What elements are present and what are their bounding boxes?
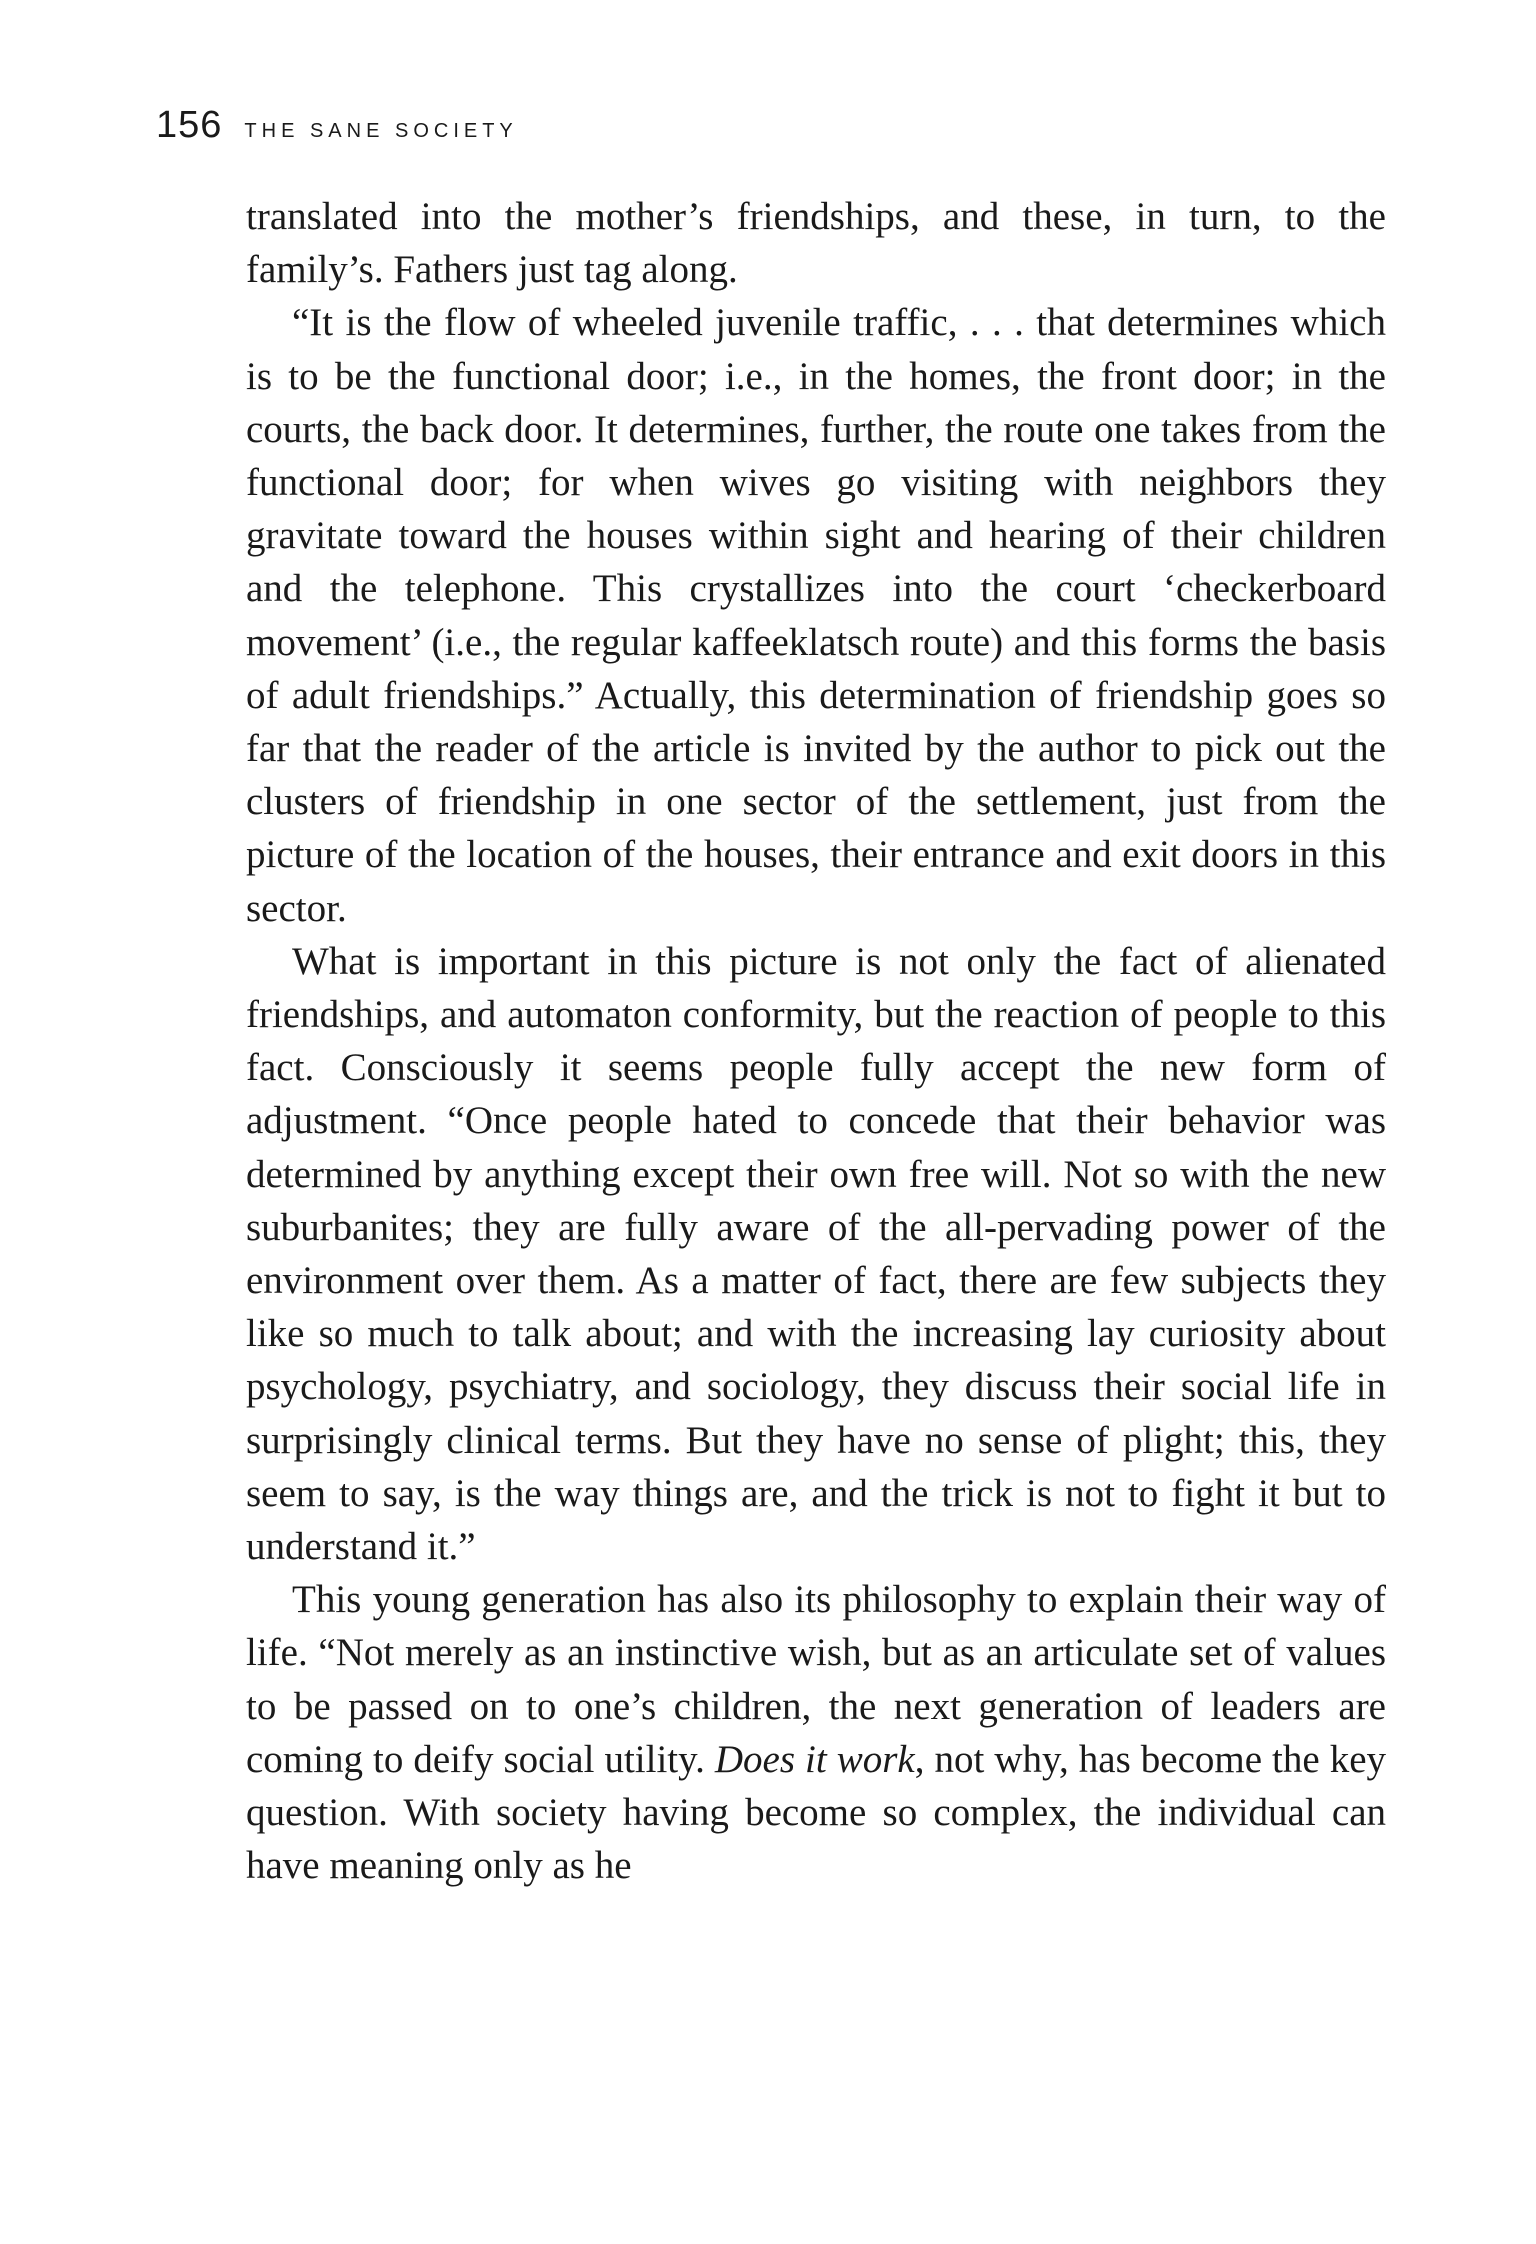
paragraph-reaction: What is important in this picture is not only the fact of alienated friendships, and automaton conformity, but the reaction of people to this fact. Consciously it seems people fully accept the new form of adjustment. “Once people hated to concede that their behavior was determined by anything except their own free will. Not so with the new suburbanites; they are fully aware of the all-pervading power of the environment over them. As a matter of fact, there are few subjects they like so much to talk about; and with the increasing lay curiosity about psychology, psychiatry, and sociology, they discuss their social life in surprisingly clinical terms. But they have no sense of plight; this, they seem to say, is the way things are, and the trick is not to fight it but to understand it.” [246, 939, 1386, 1569]
running-title: THE SANE SOCIETY [244, 120, 518, 142]
paragraph-philosophy-start: This young generation has also its philosophy to explain their way of life. “Not merely as an instinctive wish, but as an articulate set of values to be passed on to one’s children, the next generation of leaders are coming to deify social utility. [246, 1578, 1386, 1781]
running-head [156, 104, 518, 148]
paragraph-philosophy-end: , not why, has become the key question. With society having become so complex, the individual can have meaning only as he [246, 1737, 1387, 1888]
paragraph-quote-traffic: “It is the flow of wheeled juvenile traffic, . . . that determines which is to be the functional door; i.e., in the homes, the front door; in the courts, the back door. It determines, further, the route one takes from the functional door; for when wives go visiting with neighbors they gravitate toward the houses within sight and hearing of their children and the telephone. This crystallizes into the court ‘checkerboard movement’ (i.e., the regular kaffeeklatsch route) and this forms the basis of adult friendships.” Actually, this determination of friendship goes so far that the reader of the article is invited by the author to pick out the clusters of friendship in one sector of the settlement, just from the picture of the location of the houses, their entrance and exit doors in this sector. [246, 301, 1386, 930]
page-number: 156 [156, 104, 223, 146]
body-text [246, 190, 1386, 1893]
paragraph-philosophy [246, 1573, 1386, 1892]
paragraph-philosophy-italic: Does it work [714, 1737, 915, 1781]
paragraph-continuation: translated into the mother’s friendships, and these, in turn, to the family’s. Fathers just tag along. [246, 195, 1386, 292]
